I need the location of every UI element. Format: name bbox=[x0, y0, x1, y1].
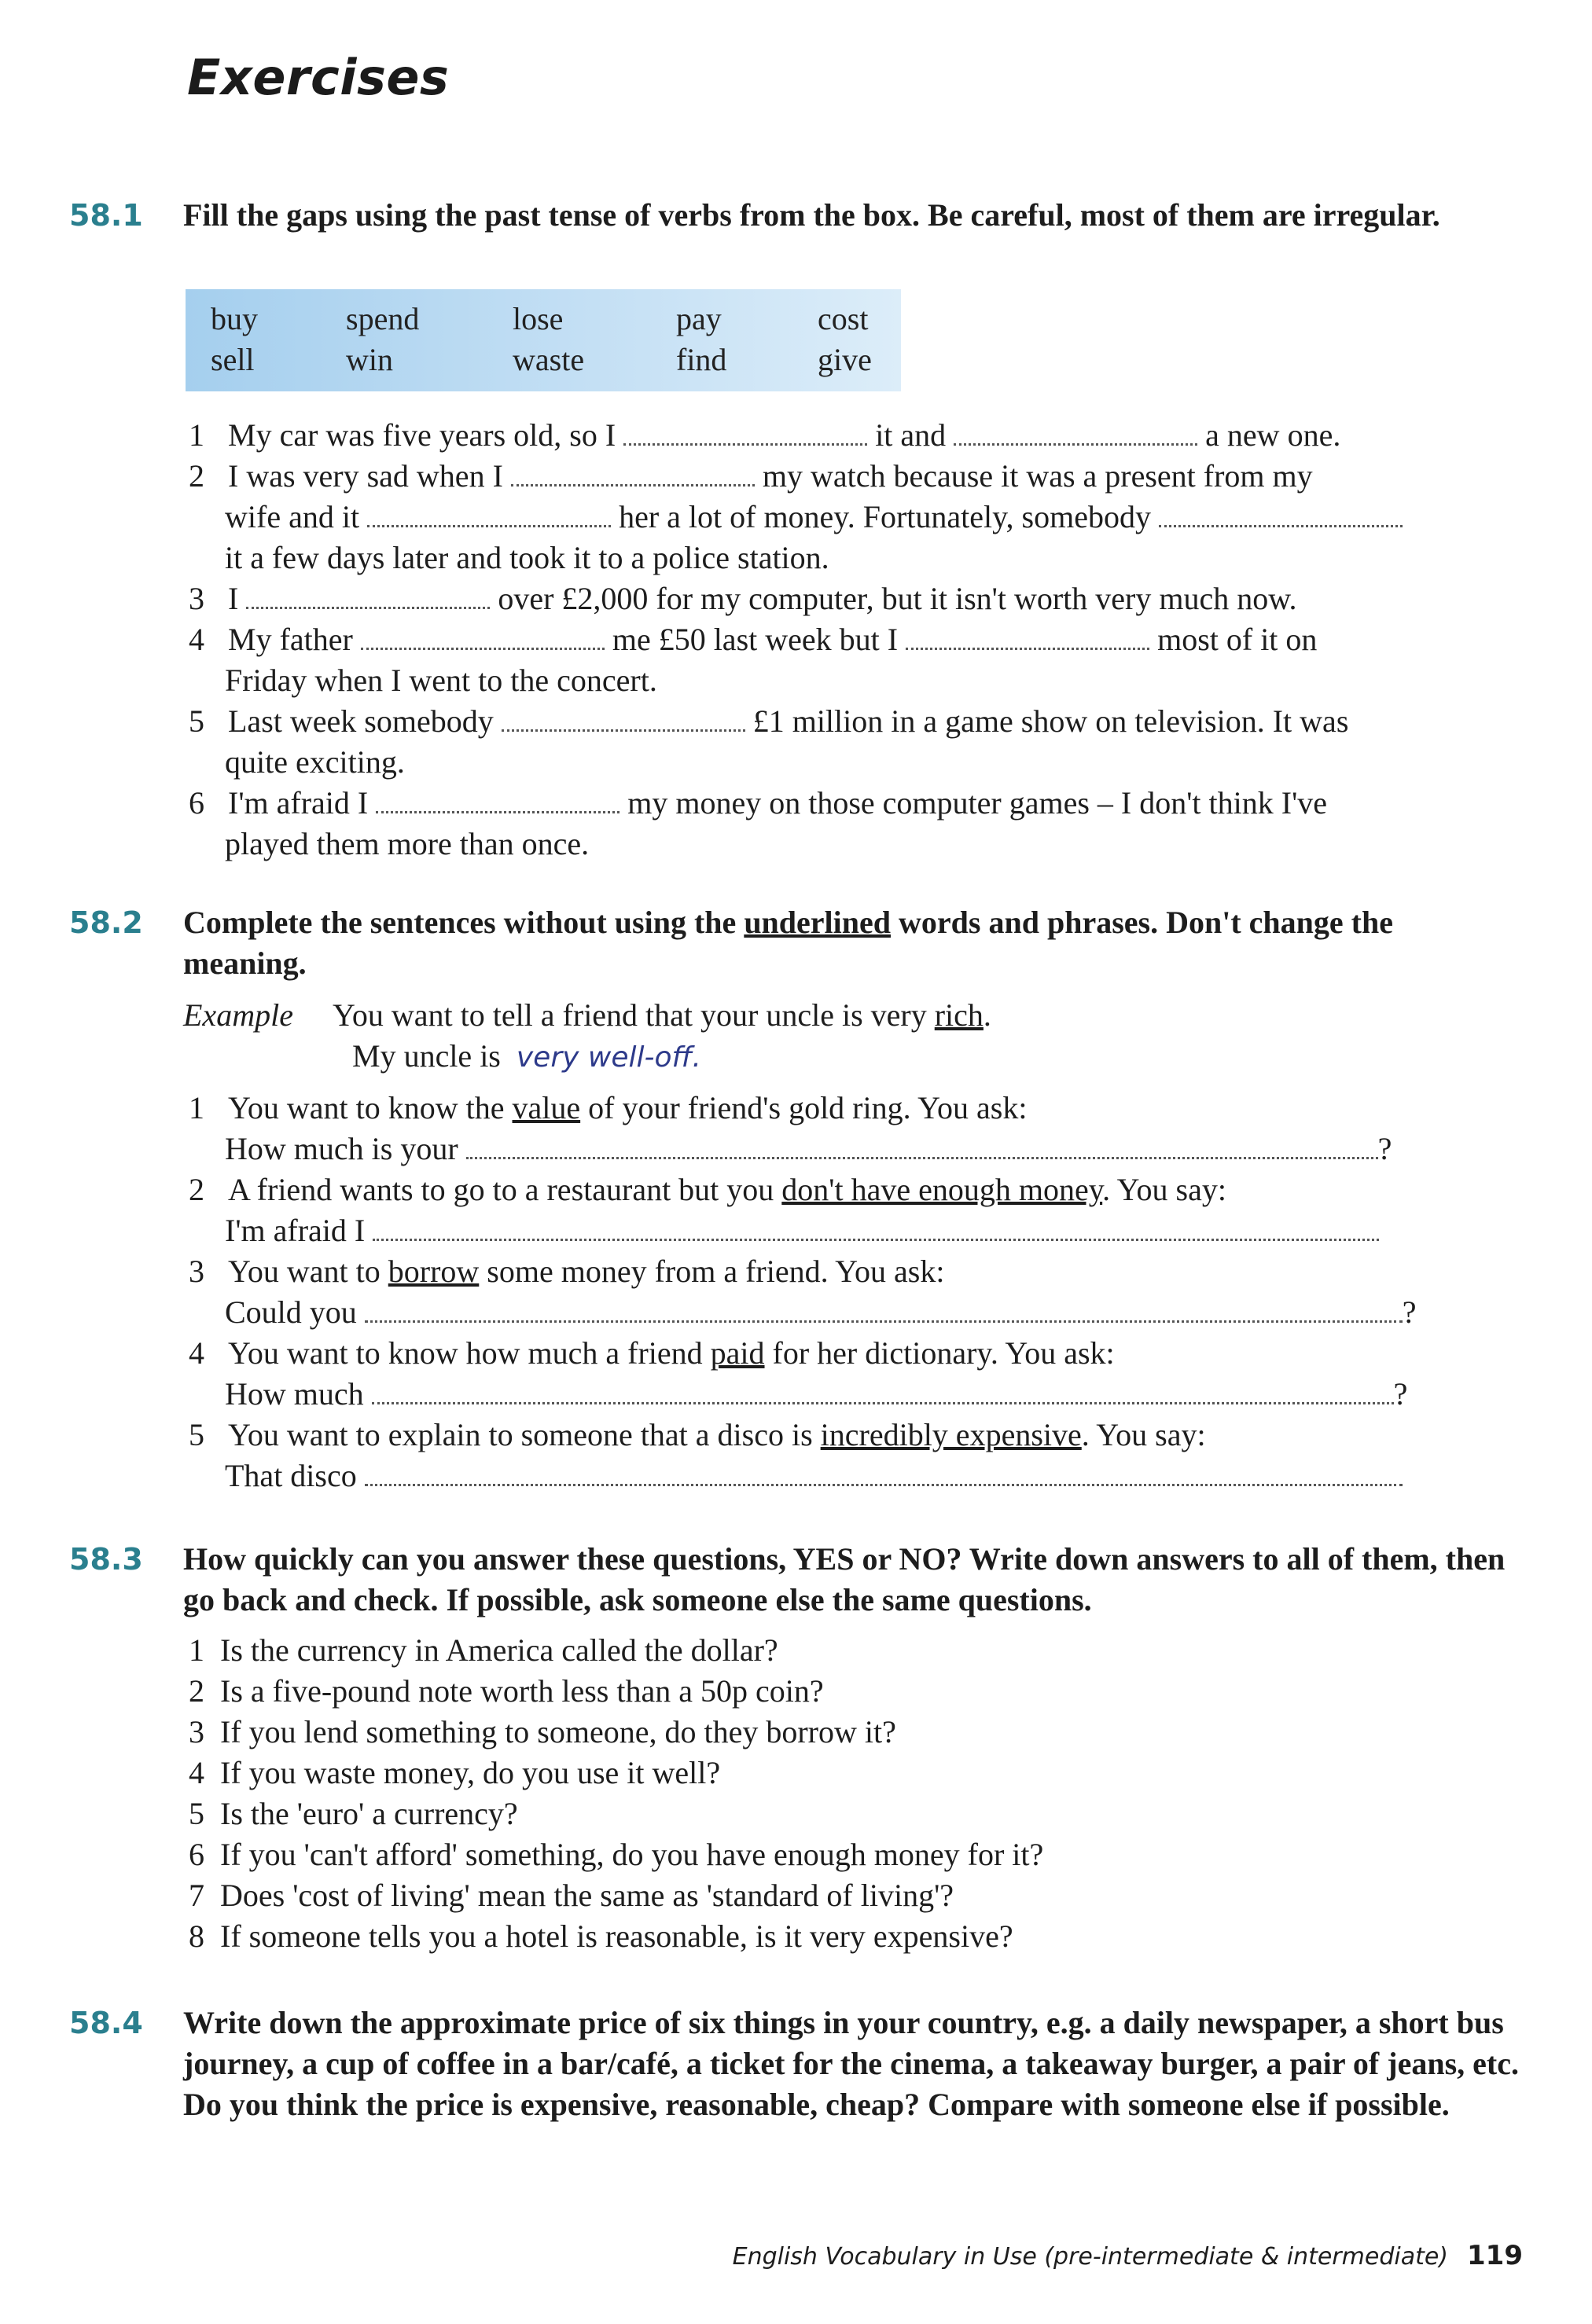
answer-blank[interactable] bbox=[365, 1460, 1403, 1486]
question-text: If you waste money, do you use it well? bbox=[220, 1755, 721, 1790]
gap-item-2-line-2 bbox=[225, 497, 1403, 538]
gap-blank[interactable] bbox=[1159, 501, 1403, 527]
example-answer-text: My uncle is bbox=[352, 1038, 501, 1074]
item-number: 1 bbox=[189, 1090, 204, 1125]
rewrite-item-1-prompt bbox=[225, 1129, 1392, 1169]
gap-blank[interactable] bbox=[954, 420, 1197, 446]
end-mark: ? bbox=[1377, 1131, 1392, 1166]
prompt-text: How much is your bbox=[225, 1131, 458, 1166]
item-text: of your friend's gold ring. You ask: bbox=[580, 1090, 1028, 1125]
item-text: wife and it bbox=[225, 499, 360, 534]
question-item bbox=[189, 1793, 518, 1834]
page-footer bbox=[733, 2240, 1523, 2271]
item-number: 2 bbox=[189, 1673, 204, 1709]
end-mark: ? bbox=[1402, 1294, 1417, 1330]
item-number: 8 bbox=[189, 1918, 204, 1954]
item-number: 6 bbox=[189, 785, 204, 821]
verb-word: waste bbox=[513, 342, 585, 377]
item-text: . You say: bbox=[1102, 1172, 1226, 1207]
item-text: You want to know the bbox=[228, 1090, 513, 1125]
answer-blank[interactable] bbox=[372, 1379, 1394, 1404]
underlined-phrase: don't have enough money bbox=[781, 1172, 1103, 1207]
gap-blank[interactable] bbox=[906, 624, 1149, 650]
item-text: You want to bbox=[228, 1254, 388, 1289]
rewrite-item-2-prompt bbox=[225, 1210, 1379, 1251]
item-text: I was very sad when I bbox=[228, 458, 503, 494]
page-title: Exercises bbox=[187, 49, 450, 106]
verb-word: pay bbox=[676, 301, 722, 336]
answer-blank[interactable] bbox=[373, 1215, 1379, 1241]
verb-word: win bbox=[346, 342, 393, 377]
exercise-number-58-3: 58.3 bbox=[69, 1542, 143, 1577]
verb-word: find bbox=[676, 342, 727, 377]
item-number: 7 bbox=[189, 1878, 204, 1913]
item-text: You want to explain to someone that a disco is bbox=[228, 1417, 821, 1452]
item-text: my money on those computer games – I don't think I've bbox=[627, 785, 1328, 821]
answer-blank[interactable] bbox=[365, 1297, 1403, 1323]
exercise-instruction-58-1: Fill the gaps using the past tense of verbs from the box. Be careful, most of them are irregular. bbox=[183, 197, 1440, 233]
gap-item-2 bbox=[189, 456, 1313, 497]
exercise-number-58-1: 58.1 bbox=[69, 198, 143, 233]
item-text: Last week somebody bbox=[228, 703, 494, 739]
underlined-word: rich bbox=[934, 997, 984, 1033]
prompt-text: I'm afraid I bbox=[225, 1213, 366, 1248]
gap-item-6-line-2: played them more than once. bbox=[225, 826, 590, 861]
gap-blank[interactable] bbox=[376, 788, 620, 813]
question-item bbox=[189, 1834, 1043, 1875]
gap-blank[interactable] bbox=[246, 583, 490, 609]
answer-blank[interactable] bbox=[466, 1133, 1378, 1159]
verb-word: buy bbox=[211, 301, 258, 336]
end-mark: ? bbox=[1393, 1376, 1408, 1412]
question-text: Is the 'euro' a currency? bbox=[220, 1796, 518, 1831]
question-text: Does 'cost of living' mean the same as 'standard of living'? bbox=[220, 1878, 954, 1913]
example-label: Example bbox=[183, 997, 293, 1033]
example-text: . bbox=[983, 997, 991, 1033]
prompt-text: Could you bbox=[225, 1294, 357, 1330]
item-text: my watch because it was a present from my bbox=[762, 458, 1313, 494]
exercise-instruction-58-4: Write down the approximate price of six things in your country, e.g. a daily newspaper, a short bus journey, a cup of coffee in a bar/café, a ticket for the cinema, a takeaway burger, a pair of jeans, etc. Do you think the price is expensive, reasonable, cheap? Compare with someone else if possible. bbox=[183, 2005, 1519, 2122]
item-text: You want to know how much a friend bbox=[228, 1335, 711, 1371]
rewrite-item-1 bbox=[189, 1088, 1027, 1129]
item-number: 4 bbox=[189, 1755, 204, 1790]
item-number: 5 bbox=[189, 1417, 204, 1452]
verb-word: lose bbox=[513, 301, 564, 336]
item-text: £1 million in a game show on television. It was bbox=[752, 703, 1349, 739]
exercise-instruction-58-2: Complete the sentences without using the underlined words and phrases. Don't change the meaning. bbox=[183, 905, 1393, 981]
question-item bbox=[189, 1753, 720, 1793]
item-text: her a lot of money. Fortunately, somebody bbox=[619, 499, 1151, 534]
gap-blank[interactable] bbox=[623, 420, 867, 446]
question-item bbox=[189, 1630, 778, 1671]
gap-item-4 bbox=[189, 619, 1317, 660]
prompt-text: That disco bbox=[225, 1458, 357, 1493]
item-number: 2 bbox=[189, 458, 204, 494]
item-text: some money from a friend. You ask: bbox=[479, 1254, 945, 1289]
item-number: 5 bbox=[189, 1796, 204, 1831]
verb-word: give bbox=[818, 342, 872, 377]
gap-item-6 bbox=[189, 783, 1327, 824]
gap-item-5 bbox=[189, 701, 1348, 742]
example-text: You want to tell a friend that your uncle is very bbox=[332, 997, 935, 1033]
rewrite-item-3-prompt bbox=[225, 1292, 1417, 1333]
item-number: 3 bbox=[189, 1714, 204, 1749]
verb-word: spend bbox=[346, 301, 420, 336]
gap-blank[interactable] bbox=[502, 706, 745, 732]
question-item bbox=[189, 1712, 896, 1753]
question-item bbox=[189, 1875, 954, 1916]
underlined-phrase: value bbox=[512, 1090, 581, 1125]
gap-item-1 bbox=[189, 415, 1340, 456]
rewrite-item-2 bbox=[189, 1169, 1226, 1210]
item-text: My car was five years old, so I bbox=[228, 417, 616, 453]
question-text: Is the currency in America called the dollar? bbox=[220, 1632, 778, 1668]
gap-blank[interactable] bbox=[511, 461, 755, 486]
item-number: 6 bbox=[189, 1837, 204, 1872]
rewrite-item-5-prompt bbox=[225, 1456, 1403, 1496]
item-text: A friend wants to go to a restaurant but you bbox=[228, 1172, 782, 1207]
item-number: 3 bbox=[189, 581, 204, 616]
item-text: me £50 last week but I bbox=[612, 622, 899, 657]
handwritten-answer: very well-off. bbox=[516, 1041, 701, 1074]
underlined-phrase: incredibly expensive bbox=[820, 1417, 1082, 1452]
item-number: 4 bbox=[189, 622, 204, 657]
gap-item-2-line-3: it a few days later and took it to a police station. bbox=[225, 540, 829, 575]
item-text: over £2,000 for my computer, but it isn't worth very much now. bbox=[498, 581, 1297, 616]
item-text: . You say: bbox=[1081, 1417, 1206, 1452]
gap-item-5-line-2: quite exciting. bbox=[225, 744, 405, 780]
verb-box bbox=[186, 289, 901, 391]
gap-item-3 bbox=[189, 578, 1297, 619]
item-number: 1 bbox=[189, 1632, 204, 1668]
rewrite-item-5 bbox=[189, 1415, 1206, 1456]
item-number: 4 bbox=[189, 1335, 204, 1371]
item-text: I bbox=[228, 581, 239, 616]
underlined-phrase: paid bbox=[710, 1335, 765, 1371]
rewrite-item-4-prompt bbox=[225, 1374, 1407, 1415]
verb-word: cost bbox=[818, 301, 869, 336]
book-title: English Vocabulary in Use (pre-intermediate & intermediate) bbox=[732, 2243, 1449, 2271]
item-number: 3 bbox=[189, 1254, 204, 1289]
question-item bbox=[189, 1916, 1013, 1957]
rewrite-item-3 bbox=[189, 1251, 944, 1292]
rewrite-item-4 bbox=[189, 1333, 1115, 1374]
item-number: 5 bbox=[189, 703, 204, 739]
question-text: If someone tells you a hotel is reasonable, is it very expensive? bbox=[220, 1918, 1013, 1954]
prompt-text: How much bbox=[225, 1376, 364, 1412]
item-number: 2 bbox=[189, 1172, 204, 1207]
item-text: a new one. bbox=[1205, 417, 1341, 453]
item-text: for her dictionary. You ask: bbox=[764, 1335, 1115, 1371]
underlined-phrase: borrow bbox=[388, 1254, 480, 1289]
item-text: it and bbox=[875, 417, 947, 453]
question-item bbox=[189, 1671, 824, 1712]
question-text: If you lend something to someone, do they borrow it? bbox=[220, 1714, 896, 1749]
question-text: If you 'can't afford' something, do you have enough money for it? bbox=[220, 1837, 1044, 1872]
verb-word: sell bbox=[211, 342, 255, 377]
question-text: Is a five-pound note worth less than a 50p coin? bbox=[220, 1673, 824, 1709]
exercise-number-58-2: 58.2 bbox=[69, 905, 143, 940]
item-text: My father bbox=[228, 622, 353, 657]
item-text: I'm afraid I bbox=[228, 785, 369, 821]
example-line bbox=[183, 995, 991, 1036]
gap-item-4-line-2: Friday when I went to the concert. bbox=[225, 663, 657, 698]
exercise-number-58-4: 58.4 bbox=[69, 2006, 143, 2040]
example-answer bbox=[352, 1036, 701, 1078]
item-text: most of it on bbox=[1157, 622, 1318, 657]
page-number: 119 bbox=[1467, 2240, 1523, 2271]
exercise-instruction-58-3: How quickly can you answer these questions, YES or NO? Write down answers to all of them, then go back and check. If possible, ask someone else the same questions. bbox=[183, 1541, 1506, 1617]
item-number: 1 bbox=[189, 417, 204, 453]
gap-blank[interactable] bbox=[361, 624, 605, 650]
gap-blank[interactable] bbox=[367, 501, 611, 527]
